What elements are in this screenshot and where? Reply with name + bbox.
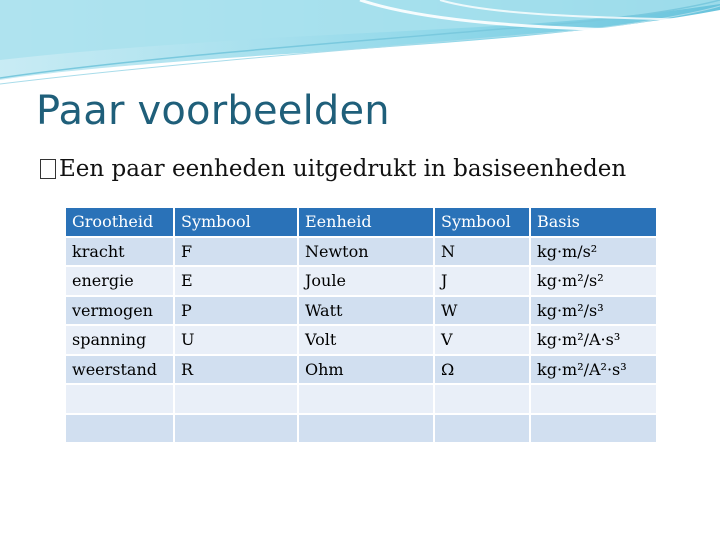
table-cell: Volt [298,325,434,355]
table-cell [174,384,298,414]
table-cell: kg·m²/A²·s³ [530,355,657,385]
header-symbool-eenheid: Symbool [434,207,530,237]
table-cell: U [174,325,298,355]
units-table [64,206,658,444]
table-cell: energie [65,266,174,296]
table-cell: kg·m²/s³ [530,296,657,326]
bullet-text: Een paar eenheden uitgedrukt in basiseenheden [59,156,627,182]
table-cell: N [434,237,530,267]
table-cell [298,384,434,414]
table-cell [530,384,657,414]
table-cell [434,414,530,444]
table-cell [65,414,174,444]
header-grootheid: Grootheid [65,207,174,237]
table-row [65,237,657,267]
table-row [65,296,657,326]
table-cell: Newton [298,237,434,267]
table-cell: spanning [65,325,174,355]
header-wave-decoration [0,0,720,90]
bullet-point [40,156,626,182]
table-cell: kg·m²/A·s³ [530,325,657,355]
table-cell [65,384,174,414]
table-row-empty [65,414,657,444]
table-cell: P [174,296,298,326]
table-cell: kracht [65,237,174,267]
missing-glyph-bullet-icon [40,159,56,179]
table-cell: kg·m²/s² [530,266,657,296]
table-cell: V [434,325,530,355]
table-row [65,355,657,385]
header-symbool-grootheid: Symbool [174,207,298,237]
table-cell: F [174,237,298,267]
slide-title: Paar voorbeelden [36,88,390,134]
table-row [65,266,657,296]
table-cell: R [174,355,298,385]
table-cell [530,414,657,444]
table-row [65,325,657,355]
table-row-empty [65,384,657,414]
table-header-row [65,207,657,237]
table-cell: Joule [298,266,434,296]
table-cell [434,384,530,414]
table-cell: Ohm [298,355,434,385]
table-cell: J [434,266,530,296]
table-cell: vermogen [65,296,174,326]
table-cell: Ω [434,355,530,385]
table-cell: weerstand [65,355,174,385]
table-cell: Watt [298,296,434,326]
table-cell: W [434,296,530,326]
header-eenheid: Eenheid [298,207,434,237]
table-cell: E [174,266,298,296]
table-cell: kg·m/s² [530,237,657,267]
table-cell [298,414,434,444]
header-basis: Basis [530,207,657,237]
table-cell [174,414,298,444]
